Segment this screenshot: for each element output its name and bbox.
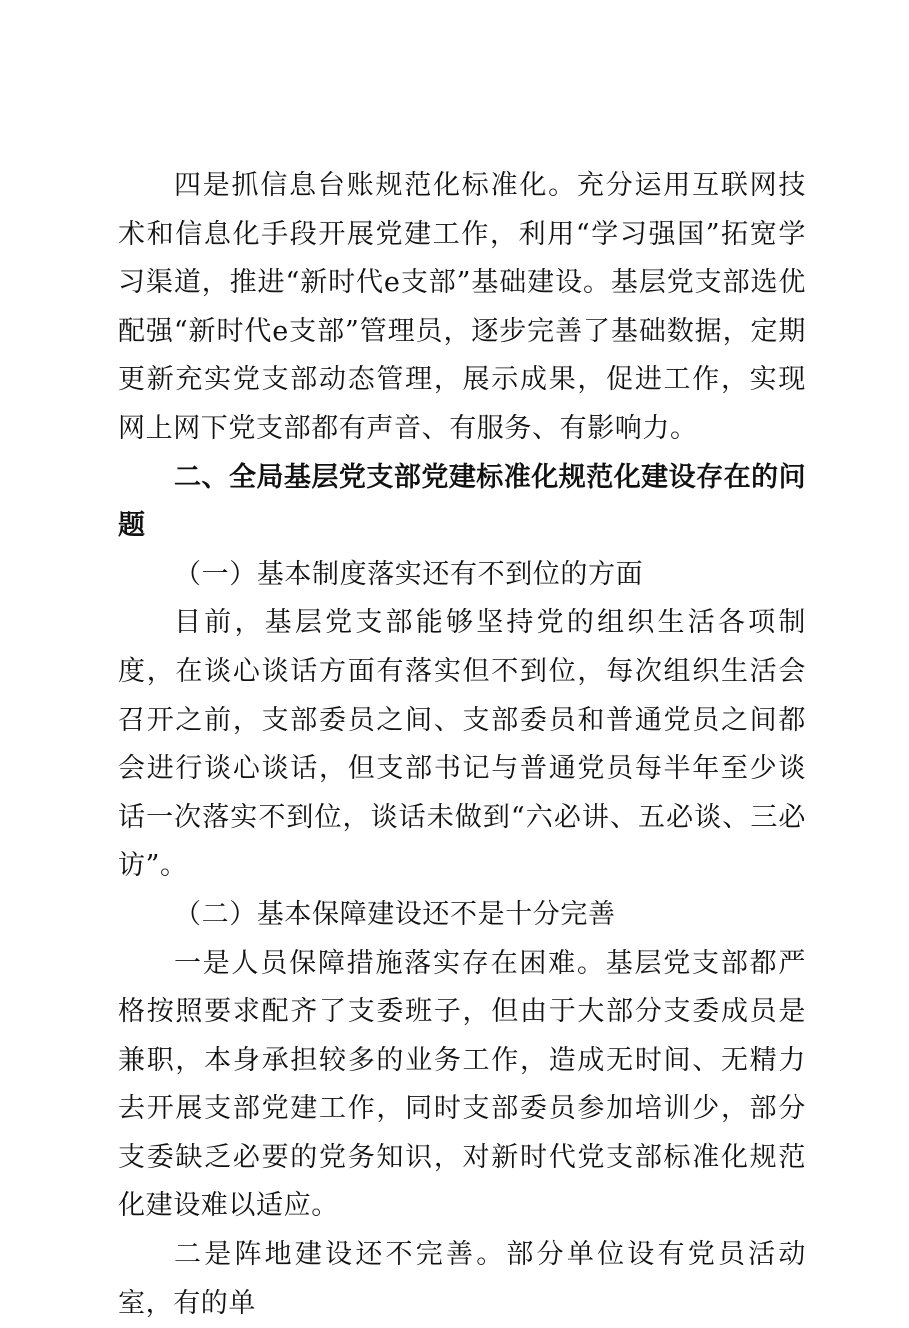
subheading-basic-guarantee: （二）基本保障建设还不是十分完善 [174, 898, 616, 930]
paragraph-talks: 目前，基层党支部能够坚持党的组织生活各项制度，在谈心谈话方面有落实但不到位，每次组织生活会召开之前，支部委员之间、支部委员和普通党员之间都会进行谈心谈话，但支部书记与普通党员每半年至少谈话一次落实不到位，谈话未做到“六必讲、五必谈、三必访”。 [118, 607, 806, 882]
subheading-basic-system: （一）基本制度落实还有不到位的方面 [174, 558, 644, 590]
paragraph-personnel-guarantee: 一是人员保障措施落实存在困难。基层党支部都严格按照要求配齐了支委班子，但由于大部分支委成员是兼职，本身承担较多的业务工作，造成无时间、无精力去开展支部党建工作，同时支部委员参加培训少，部分支委缺乏必要的党务知识，对新时代党支部标准化规范化建设难以适应。 [118, 947, 806, 1222]
paragraph-information-ledger: 四是抓信息台账规范化标准化。充分运用互联网技术和信息化手段开展党建工作，利用“学习强国”拓宽学习渠道，推进“新时代e支部”基础建设。基层党支部选优配强“新时代e支部”管理员，逐步完善了基础数据，定期更新充实党支部动态管理，展示成果，促进工作，实现网上网下党支部都有声音、有服务、有影响力。 [118, 170, 806, 444]
section-heading-problems: 二、全局基层党支部党建标准化规范化建设存在的问题 [118, 461, 806, 542]
document-body [118, 162, 806, 1328]
paragraph-position-construction: 二是阵地建设还不完善。部分单位设有党员活动室，有的单 [118, 1239, 806, 1319]
